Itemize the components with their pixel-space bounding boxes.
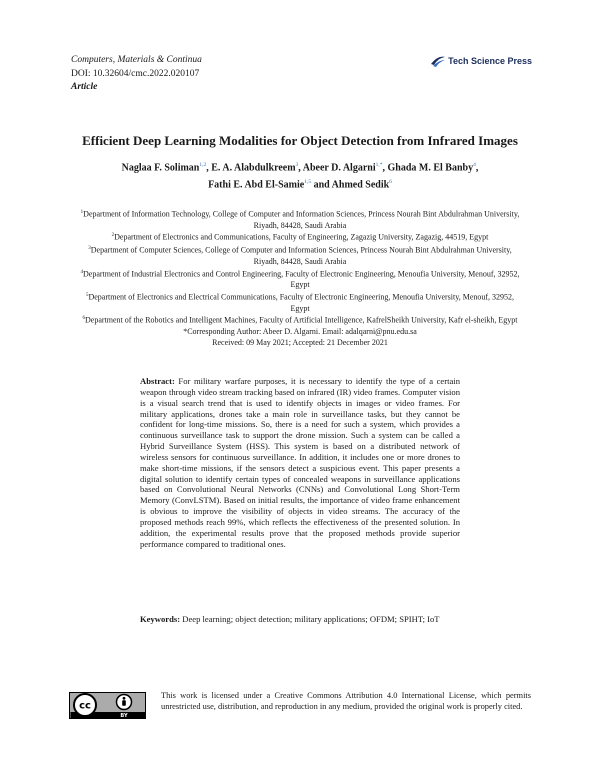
author-name: Abeer D. Algarni [302, 162, 376, 174]
abstract [140, 376, 460, 550]
author-line-1 [80, 158, 520, 175]
journal-header [71, 54, 202, 95]
affiliation [80, 291, 520, 314]
publisher-swoosh-icon [430, 54, 446, 68]
affiliation [80, 314, 520, 327]
paper-title: Efficient Deep Learning Modalities for Object Detection from Infrared Images [82, 133, 518, 148]
publisher-logo [430, 54, 532, 68]
affiliation [80, 208, 520, 231]
publisher-name: Tech Science Press [448, 56, 532, 66]
author-affiliation-marker[interactable]: 6 [389, 179, 392, 186]
author-list [80, 158, 520, 193]
cc-by-license-icon[interactable] [69, 692, 146, 719]
author-separator: , [382, 162, 388, 174]
author-affiliation-marker[interactable]: 1,2 [199, 162, 207, 168]
affiliation-list [80, 208, 520, 327]
affiliation-text: Department of Industrial Electronics and Control Engineering, Faculty of Electronic Engineering, Menoufia University, Menouf, 32952, Egypt [83, 269, 520, 290]
affiliation [80, 244, 520, 267]
author-separator: and [311, 179, 332, 191]
author-name: Ahmed Sedik [331, 179, 390, 191]
author-name: Naglaa F. Soliman [121, 162, 200, 174]
author-name: E. A. Alabdulkreem [211, 162, 296, 174]
author-affiliation-marker[interactable]: 3 [295, 162, 299, 168]
journal-name: Computers, Materials & Continua [71, 55, 202, 65]
affiliation-number: 3 [88, 246, 91, 252]
received-accepted-dates: Received: 09 May 2021; Accepted: 21 December 2021 [212, 337, 388, 347]
by-badge-text: BY [120, 713, 128, 719]
keywords [140, 614, 460, 625]
affiliation-number: 6 [82, 316, 86, 322]
article-type: Article [71, 82, 98, 92]
affiliations [80, 208, 520, 349]
affiliation-number: 4 [80, 269, 83, 275]
abstract-text: For military warfare purposes, it is necessary to identify the type of a certain weapon through video stream tracking based on infrared (IR) video frames. Computer vision is a visual search trend that is used to identify objects in images or video frames. For military applications, drones take a main role in surveillance tasks, but they cannot be confident for long-time missions. So, there is a need for such a system, which provides a continuous surveillance task to support the drone mission. Such a system can be called a Hybrid Surveillance System (HSS). This system is based on a distributed network of wireless sensors for continuous surveillance. In addition, it includes one or more drones to make short-time missions, if the sensors detect a suspicious event. This paper presents a digital solution to identify certain types of concealed weapons in surveillance applications based on Convolutional Neural Networks (CNNs) and Convolutional Long Short-Term Memory (ConvLSTM). Based on initial results, the importance of video frame enhancement is obvious to improve the visibility of objects in video streams. The accuracy of the proposed methods reach 99%, which reflects the effectiveness of the presented solution. In addition, the experimental results prove that the proposed methods provide superior performance compared to traditional ones. [140, 376, 460, 549]
affiliation-number: 1 [80, 210, 84, 215]
author-separator: , [206, 162, 212, 174]
affiliation [80, 268, 520, 291]
author-affiliation-marker[interactable]: 1,* [375, 162, 383, 168]
author-separator: , [298, 162, 303, 174]
affiliation-text: Department of Electronics and Communications, Faculty of Engineering, Zagazig University, Zagazig, 44519, Egypt [114, 233, 489, 243]
affiliation [80, 231, 520, 244]
corresponding-author: *Corresponding Author: Abeer D. Algarni. Email: adalqarni@pnu.edu.sa [183, 327, 417, 336]
author-name: Fathi E. Abd El-Samie [208, 179, 305, 191]
cc-text: cc [79, 700, 91, 712]
affiliation-number: 5 [85, 292, 89, 298]
keywords-label: Keywords: [140, 614, 181, 624]
author-affiliation-marker[interactable]: 1,5 [304, 179, 312, 186]
author-name: Ghada M. El Banby [387, 162, 474, 174]
author-separator: , [475, 162, 479, 174]
author-affiliation-marker[interactable]: 4 [473, 162, 476, 168]
affiliation-text: Department of Electronics and Electrical Communications, Faculty of Electronic Engineering, Menoufia University, Menouf, 32952, Egypt [88, 292, 515, 313]
affiliation-text: Department of Computer Sciences, College of Computer and Information Sciences, Princess Nourah Bint Abdulrahman University, Riyadh, 84428, Saudi Arabia [90, 245, 512, 266]
license-statement: This work is licensed under a Creative Commons Attribution 4.0 International License, which permits unrestricted use, distribution, and reproduction in any medium, provided the original work is properly cited. [161, 691, 531, 711]
affiliation-text: Department of Information Technology, College of Computer and Information Sciences, Princess Nourah Bint Abdulrahman University, Riyadh, 84428, Saudi Arabia [83, 209, 520, 230]
keywords-text: Deep learning; object detection; military applications; OFDM; SPIHT; IoT [182, 614, 440, 624]
abstract-label: Abstract: [140, 376, 175, 386]
affiliation-text: Department of the Robotics and Intelligent Machines, Faculty of Artificial Intelligence, KafrelSheikh University, Kafr el-sheikh, Egypt [85, 316, 518, 326]
affiliation-number: 2 [111, 233, 115, 239]
doi: DOI: 10.32604/cmc.2022.020107 [71, 68, 200, 79]
author-line-2 [80, 175, 520, 192]
